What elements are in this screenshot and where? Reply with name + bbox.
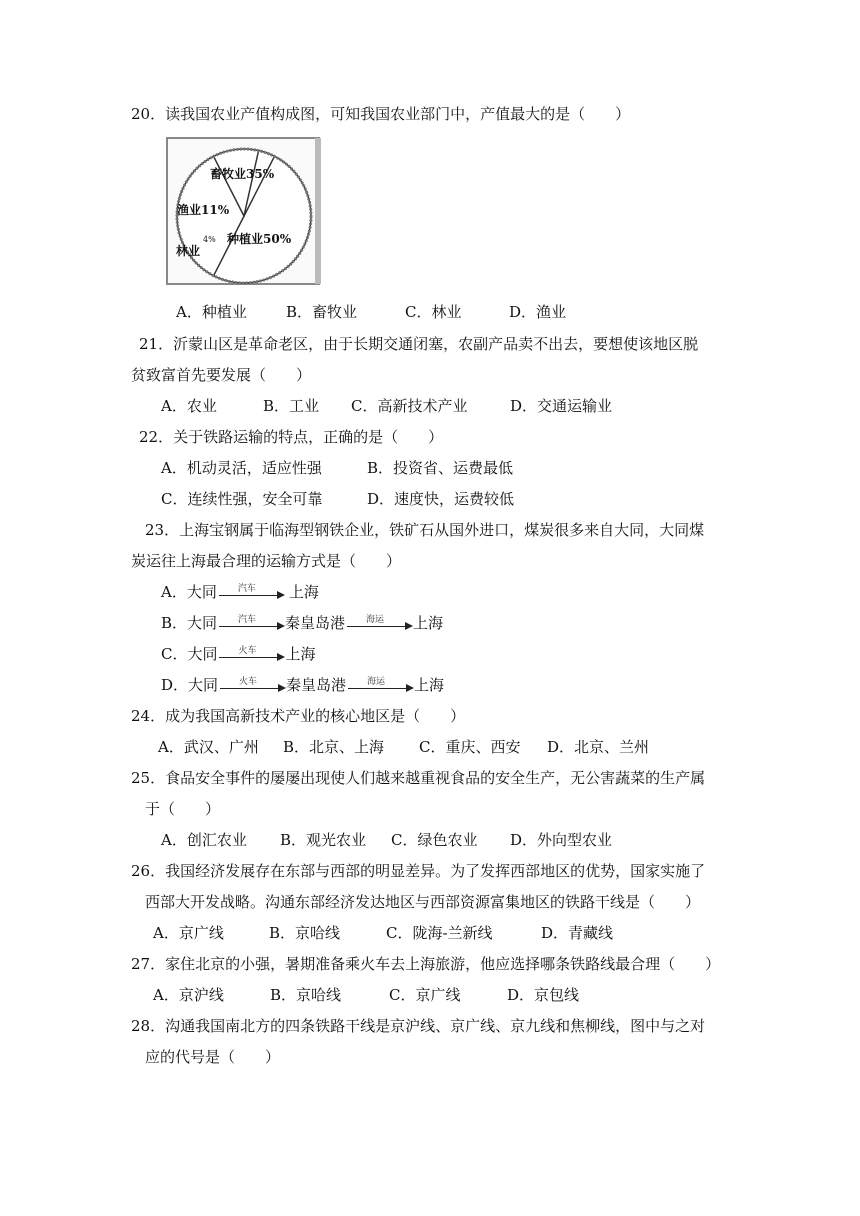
- q20-stem: 20．读我国农业产值构成图，可知我国农业部门中，产值最大的是（ ）: [131, 105, 631, 123]
- q22-option-a[interactable]: A．机动灵活，适应性强: [161, 459, 322, 477]
- q22-stem: 22．关于铁路运输的特点，正确的是（ ）: [139, 428, 444, 446]
- q24-option-c[interactable]: C．重庆、西安: [419, 738, 521, 756]
- q25-options: [161, 830, 612, 850]
- q26-option-a[interactable]: A．京广线: [153, 924, 224, 942]
- slice-label-small-percent: 4%: [203, 235, 216, 244]
- destination-label: 上海: [288, 583, 319, 601]
- q25-option-b[interactable]: B．观光农业: [280, 831, 367, 849]
- transport-arrow-icon: [345, 613, 413, 633]
- option-prefix: B．大同: [161, 614, 218, 632]
- option-prefix: A．大同: [161, 583, 217, 601]
- q27-option-a[interactable]: A．京沪线: [153, 986, 224, 1004]
- q25-stem-line2: 于（ ）: [145, 800, 221, 818]
- q23-option-c[interactable]: [161, 644, 316, 664]
- slice-label-forestry: 林业: [176, 244, 201, 258]
- slice-label-crop: 种植业50%: [227, 232, 292, 246]
- q22-options-row1: [161, 458, 513, 478]
- q25-option-a[interactable]: A．创汇农业: [161, 831, 247, 849]
- q23-option-d[interactable]: [161, 675, 444, 695]
- q22-option-b[interactable]: B．投资省、运费最低: [367, 459, 514, 477]
- q26-stem-line2: 西部大开发战略。沟通东部经济发达地区与西部资源富集地区的铁路干线是（ ）: [145, 893, 701, 911]
- q21-stem-line2: 贫致富首先要发展（ ）: [131, 366, 312, 384]
- slice-label-fishery: 渔业11%: [177, 203, 230, 217]
- transport-arrow-icon: [217, 644, 285, 664]
- q24-stem: 24．成为我国高新技术产业的核心地区是（ ）: [131, 707, 466, 725]
- q24-option-d[interactable]: D．北京、兰州: [547, 738, 650, 756]
- q22-option-d[interactable]: D．速度快，运费较低: [367, 490, 515, 508]
- destination-label: 上海: [414, 676, 445, 694]
- q27-option-c[interactable]: C．京广线: [389, 986, 461, 1004]
- q20-option-b[interactable]: B．畜牧业: [286, 303, 358, 321]
- q21-options: [161, 396, 612, 416]
- q23-stem-line1: 23．上海宝钢属于临海型钢铁企业，铁矿石从国外进口，煤炭很多来自大同，大同煤: [145, 521, 705, 539]
- transport-arrow-icon: [346, 675, 414, 695]
- arrow-label: 海运: [366, 615, 385, 625]
- q26-option-b[interactable]: B．京哈线: [269, 924, 341, 942]
- q22-option-c[interactable]: C．连续性强，安全可靠: [161, 490, 323, 508]
- q21-option-a[interactable]: A．农业: [161, 397, 217, 415]
- q23-option-b[interactable]: [161, 613, 443, 633]
- arrow-label: 海运: [367, 677, 386, 687]
- q21-stem-line1: 21．沂蒙山区是革命老区，由于长期交通闭塞，农副产品卖不出去，要想使该地区脱: [139, 335, 699, 353]
- transport-arrow-icon: [218, 675, 286, 695]
- q26-stem-line1: 26．我国经济发展存在东部与西部的明显差异。为了发挥西部地区的优势，国家实施了: [131, 862, 706, 880]
- q20-options: [176, 302, 566, 322]
- q28-stem-line1: 28．沟通我国南北方的四条铁路干线是京沪线、京广线、京九线和焦柳线，图中与之对: [131, 1017, 706, 1035]
- q20-option-d[interactable]: D．渔业: [509, 303, 567, 321]
- q22-options-row2: [161, 489, 514, 509]
- transport-arrow-icon: [217, 582, 285, 602]
- q27-stem: 27．家住北京的小强，暑期准备乘火车去上海旅游，他应选择哪条铁路线最合理（ ）: [131, 955, 721, 973]
- q28-stem-line2: 应的代号是（ ）: [145, 1048, 281, 1066]
- q27-options: [153, 985, 579, 1005]
- option-prefix: C．大同: [161, 645, 218, 663]
- slice-label-livestock: 畜牧业35%: [210, 167, 275, 181]
- transport-arrow-icon: [217, 613, 285, 633]
- q24-option-b[interactable]: B．北京、上海: [283, 738, 385, 756]
- arrow-label: 火车: [239, 677, 258, 687]
- port-label: 秦皇岛港: [286, 676, 347, 694]
- port-label: 秦皇岛港: [285, 614, 346, 632]
- q20-option-a[interactable]: A．种植业: [176, 303, 247, 321]
- q23-stem-line2: 炭运往上海最合理的运输方式是（ ）: [131, 552, 402, 570]
- destination-label: 上海: [285, 645, 316, 663]
- pie-chart-svg: [165, 136, 323, 286]
- q21-option-c[interactable]: C．高新技术产业: [351, 397, 468, 415]
- q25-stem-line1: 25．食品安全事件的屡屡出现使人们越来越重视食品的安全生产，无公害蔬菜的生产属: [131, 769, 706, 787]
- q20-option-c[interactable]: C．林业: [405, 303, 462, 321]
- q21-option-d[interactable]: D．交通运输业: [510, 397, 613, 415]
- destination-label: 上海: [413, 614, 444, 632]
- q27-option-b[interactable]: B．京哈线: [270, 986, 342, 1004]
- q25-option-d[interactable]: D．外向型农业: [510, 831, 613, 849]
- agriculture-pie-chart: [165, 136, 323, 286]
- q25-option-c[interactable]: C．绿色农业: [391, 831, 478, 849]
- q21-option-b[interactable]: B．工业: [263, 397, 320, 415]
- arrow-label: 汽车: [237, 584, 256, 594]
- q27-option-d[interactable]: D．京包线: [507, 986, 580, 1004]
- q24-option-a[interactable]: A．武汉、广州: [158, 738, 259, 756]
- q23-option-a[interactable]: [161, 582, 319, 602]
- q24-options: [158, 737, 649, 757]
- q26-option-c[interactable]: C．陇海-兰新线: [386, 924, 493, 942]
- q26-option-d[interactable]: D．青藏线: [541, 924, 614, 942]
- arrow-label: 火车: [238, 646, 257, 656]
- pie-frame-shadow: [315, 138, 321, 284]
- option-prefix: D．大同: [161, 676, 219, 694]
- arrow-label: 汽车: [238, 615, 257, 625]
- q26-options: [153, 923, 613, 943]
